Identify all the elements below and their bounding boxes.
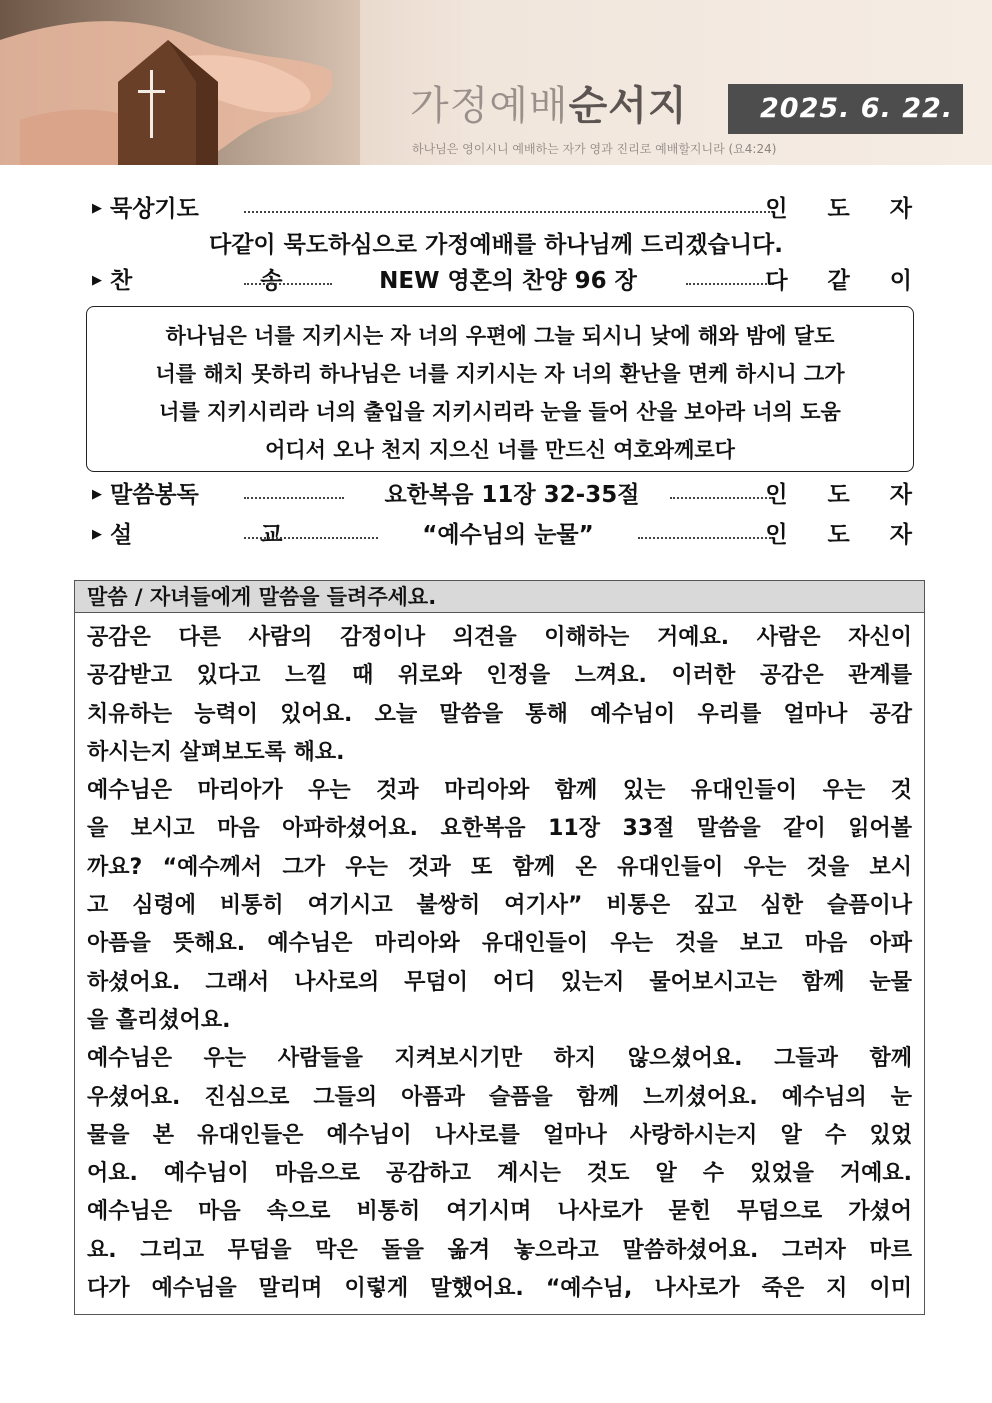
text-line: 어요. 예수님이 마음으로 공감하고 계시는 것도 알 수 있었을 거예요.: [87, 1161, 912, 1187]
order-row-hymn: [92, 264, 928, 298]
hymn-title: NEW 영혼의 찬양 96 장: [379, 268, 637, 294]
dotted-leader: [244, 211, 774, 213]
title-bold: 순서지: [568, 83, 688, 129]
message-paragraph: [87, 772, 912, 1040]
order-leader: 인 도 자: [765, 522, 928, 548]
text-line: 공감받고 있다고 느낄 때 위로와 인정을 느껴요. 이러한 공감은 관계를: [87, 663, 912, 689]
text-line: 치유하는 능력이 있어요. 오늘 말씀을 통해 예수님이 우리를 얼마나 공감: [87, 701, 912, 727]
text-line: 하셨어요. 그래서 나사로의 무덤이 어디 있는지 물어보시고는 함께 눈물: [87, 969, 912, 995]
text-line: 까요? “예수께서 그가 우는 것과 또 함께 온 유대인들이 우는 것을 보시: [87, 854, 912, 880]
message-heading: 말씀 / 자녀들에게 말씀을 들려주세요.: [75, 581, 924, 613]
text-line: 공감은 다른 사람의 감정이나 의견을 이해하는 거예요. 사람은 자신이: [87, 625, 912, 650]
text-line: 우셨어요. 진심으로 그들의 아픔과 슬픔을 함께 느끼셨어요. 예수님의 눈: [87, 1084, 912, 1110]
dotted-leader: [670, 497, 774, 499]
date-badge: 2025. 6. 22.: [728, 84, 963, 134]
title-light: 가정예배: [410, 83, 569, 129]
header-subtitle: 하나님은 영이시니 예배하는 자가 영과 진리로 예배할지니라 (요4:24): [412, 142, 777, 156]
hymn-lyric-line: 어디서 오나 천지 지으신 너를 만드신 여호와께로다: [265, 438, 735, 462]
text-line: 예수님은 마음 속으로 비통히 여기시며 나사로가 묻힌 무덤으로 가셨어: [87, 1199, 912, 1225]
sermon-title: “예수님의 눈물”: [422, 522, 594, 548]
order-label: 말씀봉독: [110, 482, 199, 508]
order-label: 찬 송: [110, 268, 343, 294]
hands-house-photo: [0, 0, 360, 165]
message-body: [75, 613, 924, 1308]
text-line: 아픔을 뜻해요. 예수님은 마리아와 유대인들이 우는 것을 보고 마음 아파: [87, 931, 912, 957]
hymn-lyric-line: 너를 해치 못하리 하나님은 너를 지키시는 자 너의 환난을 면케 하시니 그가: [155, 362, 845, 386]
header-banner: [0, 0, 992, 165]
text-line: 요. 그리고 무덤을 막은 돌을 옮겨 놓으라고 말씀하셨어요. 그러자 마르: [87, 1237, 912, 1263]
dotted-leader: [244, 497, 344, 499]
text-line: 을 보시고 마음 아파하셨어요. 요한복음 11장 33절 말씀을 같이 읽어볼: [87, 816, 912, 842]
hymn-lyric-line: 너를 지키시리라 너의 출입을 지키시리라 눈을 들어 산을 보아라 너의 도움: [159, 400, 841, 424]
dotted-leader: [686, 283, 774, 285]
text-line: 하시는지 살펴보도록 해요.: [87, 739, 345, 765]
opening-sentence: 다같이 묵도하심으로 가정예배를 하나님께 드리겠습니다.: [209, 232, 783, 258]
order-leader: 다 같 이: [765, 268, 928, 294]
dotted-leader: [244, 283, 332, 285]
text-line: 예수님은 마리아가 우는 것과 마리아와 함께 있는 유대인들이 우는 것: [87, 778, 912, 804]
text-line: 을 흘리셨어요.: [87, 1007, 231, 1033]
text-line: 고 심령에 비통히 여기시고 불쌍히 여기사” 비통은 깊고 심한 슬픔이나: [87, 893, 912, 919]
order-row-reading: [92, 478, 928, 512]
order-row-sermon: [92, 518, 928, 552]
message-section: [74, 580, 925, 1315]
triangle-bullet-icon: ▶: [92, 487, 102, 502]
hymn-lyrics-box: [86, 306, 914, 472]
hymn-lyric-line: 하나님은 너를 지키시는 자 너의 우편에 그늘 되시니 낮에 해와 밤에 달도: [165, 324, 835, 348]
order-row-prayer: [92, 192, 928, 226]
order-label: 묵상기도: [110, 196, 199, 222]
dotted-leader: [638, 537, 774, 539]
reading-passage: 요한복음 11장 32-35절: [384, 482, 640, 508]
triangle-bullet-icon: ▶: [92, 201, 102, 216]
text-line: 예수님은 우는 사람들을 지켜보시기만 하지 않으셨어요. 그들과 함께: [87, 1046, 912, 1072]
text-line: 다가 예수님을 말리며 이렇게 말했어요. “예수님, 나사로가 죽은 지 이미: [87, 1276, 912, 1302]
order-leader: 인 도 자: [765, 482, 928, 508]
page-title: [410, 74, 687, 131]
order-leader: 인 도 자: [765, 196, 928, 222]
triangle-bullet-icon: ▶: [92, 527, 102, 542]
triangle-bullet-icon: ▶: [92, 273, 102, 288]
message-paragraph: [87, 1040, 912, 1308]
order-label: 설 교: [110, 522, 343, 548]
message-paragraph: [87, 619, 912, 772]
text-line: 물을 본 유대인들은 예수님이 나사로를 얼마나 사랑하시는지 알 수 있었: [87, 1122, 912, 1148]
dotted-leader: [244, 537, 378, 539]
